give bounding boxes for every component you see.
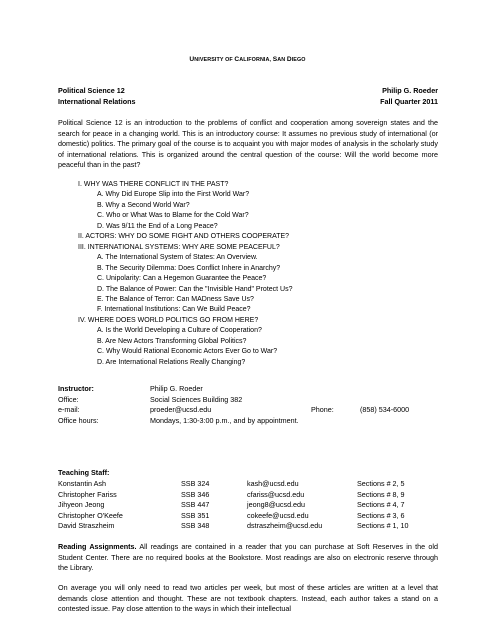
outline-topic: D. The Balance of Power: Can the "Invisible Hand" Protect Us? (97, 285, 293, 293)
staff-sections: Sections # 2, 5 (357, 479, 405, 488)
course-title-row (58, 97, 438, 106)
reading-text: All readings are contained in a reader that you can purchase at Soft Reserves in the old Student Center. There are no required books at the Bookstore. Most readings are also on electronic reserve through the Library. (58, 542, 438, 572)
office-value: Social Sciences Building 382 (150, 394, 243, 404)
outline-section: I. WHY WAS THERE CONFLICT IN THE PAST? (78, 181, 229, 188)
staff-email[interactable]: jeong8@ucsd.edu (247, 500, 306, 509)
outline-topic: A. Why Did Europe Slip into the First World War? (97, 191, 250, 199)
outline-section: III. INTERNATIONAL SYSTEMS: WHY ARE SOME PEACEFUL? (78, 243, 280, 251)
instructor-info (58, 384, 458, 426)
staff-office: SSB 351 (181, 510, 210, 520)
outline-section: IV. WHERE DOES WORLD POLITICS GO FROM HERE? (78, 316, 259, 324)
staff-sections: Sections # 4, 7 (357, 500, 405, 509)
course-header-row (58, 86, 438, 95)
staff-sections: Sections # 8, 9 (357, 489, 405, 499)
instructor-label: Instructor: (58, 384, 94, 393)
outline-topic: C. Who or What Was to Blame for the Cold War? (97, 212, 249, 220)
office-label: Office: (58, 394, 79, 404)
staff-email[interactable]: kash@ucsd.edu (247, 479, 299, 488)
staff-name: Christopher O'Keefe (58, 510, 123, 520)
course-title: International Relations (58, 97, 136, 106)
staff-email[interactable]: cfariss@ucsd.edu (247, 489, 305, 499)
staff-office: SSB 346 (181, 489, 210, 499)
phone-label: Phone: (311, 405, 334, 414)
instructor-value: Philip G. Roeder (150, 384, 203, 393)
phone-value: (858) 534-6000 (360, 405, 410, 414)
staff-name: Jihyeon Jeong (58, 500, 105, 509)
outline-topic: A. The International System of States: An Overview. (97, 254, 258, 262)
staff-row (58, 500, 458, 511)
outline-topic: C. Why Would Rational Economic Actors Ever Go to War? (97, 348, 278, 356)
staff-email[interactable]: dstraszheim@ucsd.edu (247, 521, 323, 530)
email-value[interactable]: proeder@ucsd.edu (150, 405, 212, 414)
staff-office: SSB 324 (181, 479, 210, 488)
staff-row (58, 521, 458, 532)
course-number: Political Science 12 (58, 86, 125, 95)
staff-sections: Sections # 3, 6 (357, 510, 405, 520)
office-hours-label: Office hours: (58, 415, 99, 425)
reading-paragraph (58, 542, 438, 574)
outline-topic: C. Unipolarity: Can a Hegemon Guarantee the Peace? (97, 275, 267, 283)
reading-heading: Reading Assignments. (58, 542, 137, 551)
staff-name: David Straszheim (58, 521, 115, 530)
staff-name: Konstantin Ash (58, 479, 106, 488)
outline-topic: D. Are International Relations Really Changing? (97, 358, 246, 366)
staff-email[interactable]: cokeefe@ucsd.edu (247, 510, 309, 520)
staff-office: SSB 348 (181, 521, 210, 530)
office-hours-value: Mondays, 1:30-3:00 p.m., and by appointment. (150, 415, 299, 425)
outline-topic: B. Why a Second World War? (97, 201, 190, 209)
staff-name: Christopher Fariss (58, 489, 117, 499)
outline-topic: B. Are New Actors Transforming Global Politics? (97, 337, 247, 345)
email-label: e-mail: (58, 405, 80, 414)
outline-topic: D. Was 9/11 the End of a Long Peace? (97, 222, 218, 230)
term: Fall Quarter 2011 (380, 97, 438, 106)
staff-sections: Sections # 1, 10 (357, 521, 409, 530)
outline-topic: B. The Security Dilemma: Does Conflict Inhere in Anarchy? (97, 264, 281, 272)
teaching-staff-heading: Teaching Staff: (58, 468, 110, 477)
staff-row (58, 479, 458, 490)
staff-row (58, 490, 458, 501)
teaching-staff-table (58, 479, 458, 532)
instructor-name: Philip G. Roeder (382, 86, 438, 95)
outline-topic: F. International Institutions: Can We Build Peace? (97, 306, 251, 314)
outline-topic: A. Is the World Developing a Culture of Cooperation? (97, 327, 262, 335)
university-heading: UNIVERSITY OF CALIFORNIA, SAN DIEGO (189, 56, 306, 63)
closing-paragraph: On average you will only need to read two articles per week, but most of these articles are written at a level that demands close attention and thought. These are not textbook chapters. Instead, each author takes a stand on a contested issue. Pay close attention to the ways in which their intellectual (58, 583, 438, 613)
outline-section: II. ACTORS: WHY DO SOME FIGHT AND OTHERS COOPERATE? (78, 233, 290, 241)
outline-topic: E. The Balance of Terror: Can MADness Save Us? (97, 295, 254, 303)
intro-paragraph: Political Science 12 is an introduction to the problems of conflict and cooperation among sovereign states and the search for peace in a changing world. This is an introductory course: It assumes no previous study of international (or domestic) politics. The primary goal of the course is to acquaint you with major modes of analysis in the scholarly study of international relations. This is organized around the central question of the course: Will the world become more peaceful than in the past? (58, 118, 438, 169)
course-outline (78, 180, 293, 368)
staff-row (58, 511, 458, 522)
staff-office: SSB 447 (181, 500, 210, 509)
